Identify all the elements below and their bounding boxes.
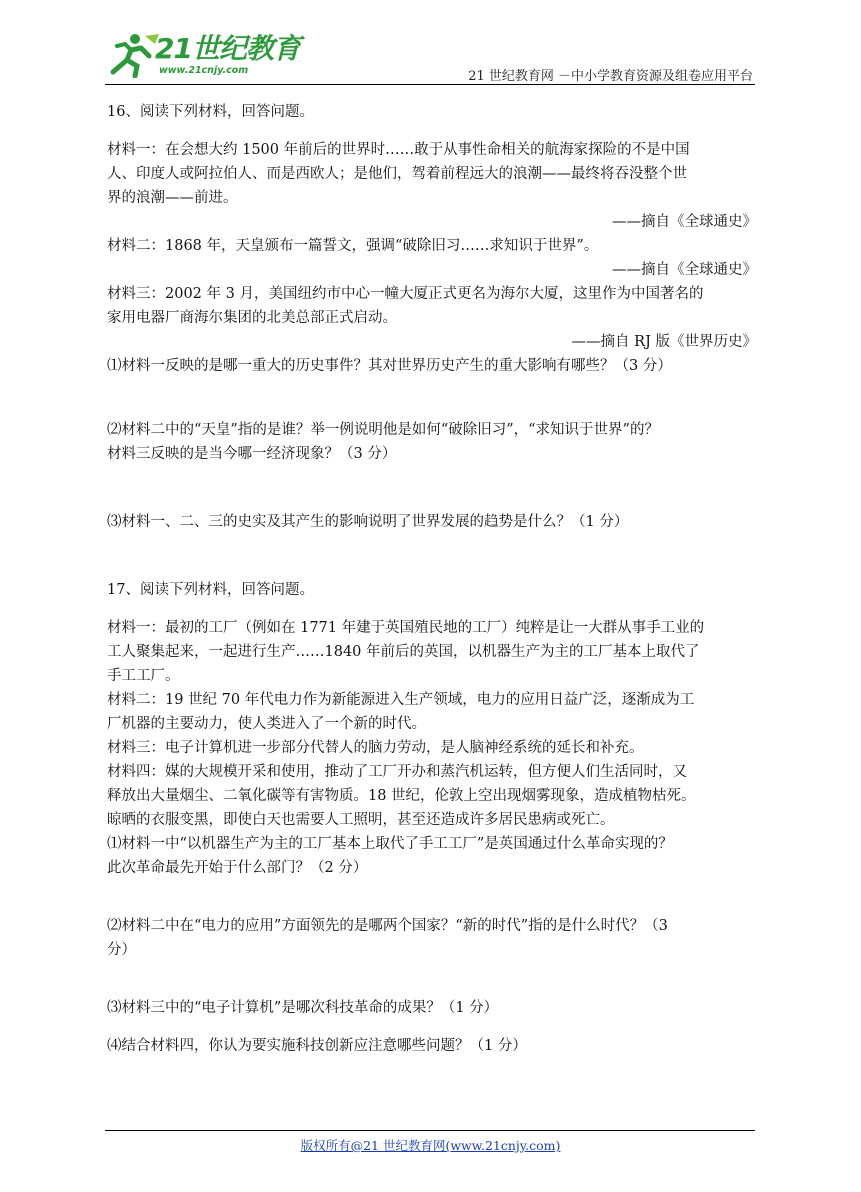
q17-material-4-line-1: 材料四：媒的大规模开采和使用，推动了工厂开办和蒸汽机运转，但方便人们生活同时，又 xyxy=(107,764,687,780)
q16-material-3-line-2: 家用电器厂商海尔集团的北美总部正式启动。 xyxy=(107,310,397,326)
q17-material-1-line-2: 工人聚集起来，一起进行生产……1840 年前后的英国，以机器生产为主的工厂基本上取代了 xyxy=(107,644,700,660)
q17-material-4-line-2: 释放出大量烟尘、二氧化碳等有害物质。18 世纪，伦敦上空出现烟雾现象，造成植物枯死。 xyxy=(107,788,696,804)
q17-material-2-line-1: 材料二：19 世纪 70 年代电力作为新能源进入生产领域，电力的应用日益广泛，逐渐成为工 xyxy=(107,692,695,708)
runner-logo-icon xyxy=(105,32,161,78)
q16-material-1-line-3: 界的浪潮——前进。 xyxy=(107,190,238,206)
q17-subquestion-2-line-2: 分） xyxy=(107,942,136,958)
q17-subquestion-1-line-1: ⑴材料一中“以机器生产为主的工厂基本上取代了手工工厂”是英国通过什么革命实现的？ xyxy=(107,836,673,852)
q16-subquestion-2-line-1: ⑵材料二中的“天皇”指的是谁？举一例说明他是如何“破除旧习”，“求知识于世界”的？ xyxy=(107,422,659,438)
q16-material-1-line-1: 材料一：在会想大约 1500 年前后的世界时……敢于从事性命相关的航海家探险的不是中国 xyxy=(107,142,690,158)
q16-subquestion-2-line-2: 材料三反映的是当今哪一经济现象？（3 分） xyxy=(107,446,397,462)
q16-material-3-line-1: 材料三：2002 年 3 月，美国纽约市中心一幢大厦正式更名为海尔大厦，这里作为中国著名的 xyxy=(107,286,704,302)
copyright-link[interactable]: 版权所有@21 世纪教育网(www.21cnjy.com) xyxy=(300,1138,561,1153)
logo-text: 21世纪教育 xyxy=(155,32,300,65)
q16-material-1-line-2: 人、印度人或阿拉伯人、而是西欧人；是他们，驾着前程远大的浪潮——最终将吞没整个世 xyxy=(107,166,687,182)
q16-subquestion-1: ⑴材料一反映的是哪一重大的历史事件？其对世界历史产生的重大影响有哪些？（3 分） xyxy=(107,358,672,374)
site-tagline: 21 世纪教育网 －中小学教育资源及组卷应用平台 xyxy=(468,69,753,84)
exam-content xyxy=(107,100,757,1058)
site-logo[interactable] xyxy=(105,30,305,82)
q17-material-2-line-2: 厂机器的主要动力，使人类进入了一个新的时代。 xyxy=(107,716,426,732)
q17-subquestion-4: ⑷结合材料四，你认为要实施科技创新应注意哪些问题？（1 分） xyxy=(107,1038,527,1054)
q16-subquestion-3: ⑶材料一、二、三的史实及其产生的影响说明了世界发展的趋势是什么？（1 分） xyxy=(107,514,629,530)
q17-subquestion-1-line-2: 此次革命最先开始于什么部门？（2 分） xyxy=(107,860,368,876)
q17-material-4-line-3: 晾晒的衣服变黑，即使白天也需要人工照明，甚至还造成许多居民患病或死亡。 xyxy=(107,812,615,828)
q17-material-3: 材料三：电子计算机进一步部分代替人的脑力劳动，是人脑神经系统的延长和补充。 xyxy=(107,740,644,756)
q17-subquestion-3: ⑶材料三中的“电子计算机”是哪次科技革命的成果？（1 分） xyxy=(107,1000,499,1016)
logo-url: www.21cnjy.com xyxy=(159,65,249,76)
footer-divider xyxy=(105,1130,755,1131)
question-17-title: 17、阅读下列材料，回答问题。 xyxy=(107,582,314,598)
q17-material-1-line-3: 手工工厂。 xyxy=(107,668,180,684)
q17-subquestion-2-line-1: ⑵材料二中在“电力的应用”方面领先的是哪两个国家？“新的时代”指的是什么时代？（3 xyxy=(107,918,668,934)
q16-material-1-source: ——摘自《全球通史》 xyxy=(612,214,757,230)
q17-material-1-line-1: 材料一：最初的工厂（例如在 1771 年建于英国殖民地的工厂）纯粹是让一大群从事手工业的 xyxy=(107,620,705,636)
question-16-title: 16、阅读下列材料，回答问题。 xyxy=(107,104,314,120)
q16-material-2-source: ——摘自《全球通史》 xyxy=(612,262,757,278)
q16-material-3-source: ——摘自 RJ 版《世界历史》 xyxy=(571,334,757,350)
page-header xyxy=(105,30,755,86)
header-divider xyxy=(105,84,755,85)
q16-material-2: 材料二：1868 年，天皇颁布一篇誓文，强调“破除旧习……求知识于世界”。 xyxy=(107,238,599,254)
